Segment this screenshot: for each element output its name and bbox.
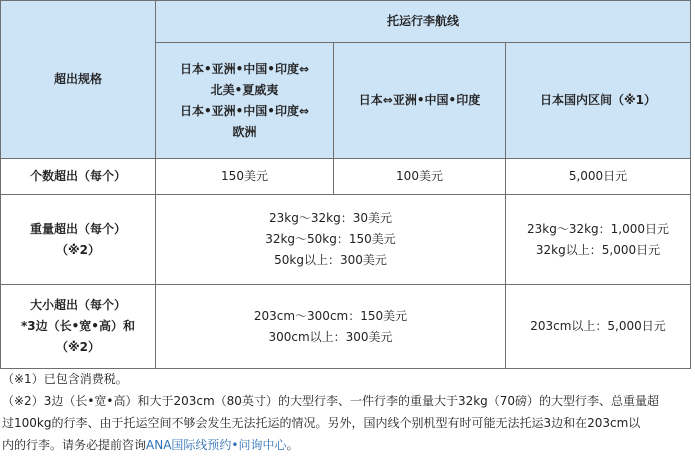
- size-fee-line: 300cm以上：300美元: [268, 329, 393, 344]
- footnote-1: （※1）已包含消费税。: [2, 372, 128, 386]
- size-fee-line: 203cm～300cm：150美元: [253, 308, 408, 323]
- weight-fee-domestic-line: 23kg～32kg：1,000日元: [526, 221, 670, 236]
- size-row-label: [1, 285, 156, 369]
- size-fee-domestic: 203cm以上：5,000日元: [506, 285, 691, 369]
- weight-fee-international: [156, 195, 506, 285]
- footnote-2-line-3: [2, 434, 692, 456]
- weight-row-label-line: 重量超出（每个）: [29, 221, 126, 236]
- count-row-label: [1, 159, 156, 195]
- size-row-label-line: 大小超出（每个）: [29, 298, 126, 312]
- size-fee-international: [156, 285, 506, 369]
- weight-row-label-line: （※2）: [55, 242, 101, 257]
- count-row-label-text: 个数超出（每个）: [29, 169, 126, 183]
- route-header-americas-europe: [156, 43, 334, 159]
- weight-row-label: [1, 195, 156, 285]
- count-fee-asia: 100美元: [334, 159, 506, 195]
- footnotes: [2, 368, 692, 456]
- route-header-domestic-label: 日本国内区间（※1）: [539, 93, 657, 107]
- weight-fee-domestic-line: 32kg以上：5,000日元: [535, 242, 661, 257]
- route-header-line: 北美•夏威夷: [210, 82, 279, 97]
- route-group-label: 托运行李航线: [387, 14, 460, 28]
- weight-fee-domestic: [506, 195, 691, 285]
- spec-header: [1, 1, 156, 159]
- weight-fee-line: 23kg～32kg：30美元: [269, 211, 392, 225]
- weight-fee-line: 50kg以上：300美元: [274, 253, 387, 267]
- route-header-line: 日本•亚洲•中国•印度⇔: [179, 103, 310, 118]
- route-header-line: 日本•亚洲•中国•印度⇔: [179, 61, 310, 76]
- spec-header-label: 超出规格: [53, 72, 102, 86]
- footnote-2-line-3-end: 。: [286, 438, 299, 452]
- route-header-asia-label: 日本⇔亚洲•中国•印度: [358, 93, 481, 107]
- size-row-label-line: *3边（长•宽•高）和: [21, 319, 135, 333]
- route-header-asia: [334, 43, 506, 159]
- footnote-2-line-1: （※2）3边（长•宽•高）和大于203cm（80英寸）的大型行李、一件行李的重量大于32kg（70磅）的大型行李、总重量超: [2, 394, 660, 408]
- count-fee-americas-europe: 150美元: [156, 159, 334, 195]
- footnote-2-line-3-text: 内的行李。请务必提前咨询: [2, 438, 147, 452]
- footnote-2-line-2: 过100kg的行李、由于托运空间不够会发生无法托运的情况。另外，国内线个别机型有时可能无法托运3边和在203cm以: [2, 416, 641, 430]
- route-header-line: 欧洲: [232, 124, 257, 139]
- size-row-label-line: （※2）: [55, 340, 101, 354]
- ana-reservation-center-link[interactable]: ANA国际线预约•问询中心: [146, 438, 287, 452]
- weight-fee-line: 32kg～50kg：150美元: [265, 232, 396, 246]
- route-header-domestic: [506, 43, 691, 159]
- count-fee-domestic: 5,000日元: [506, 159, 691, 195]
- route-group-header: [156, 1, 691, 43]
